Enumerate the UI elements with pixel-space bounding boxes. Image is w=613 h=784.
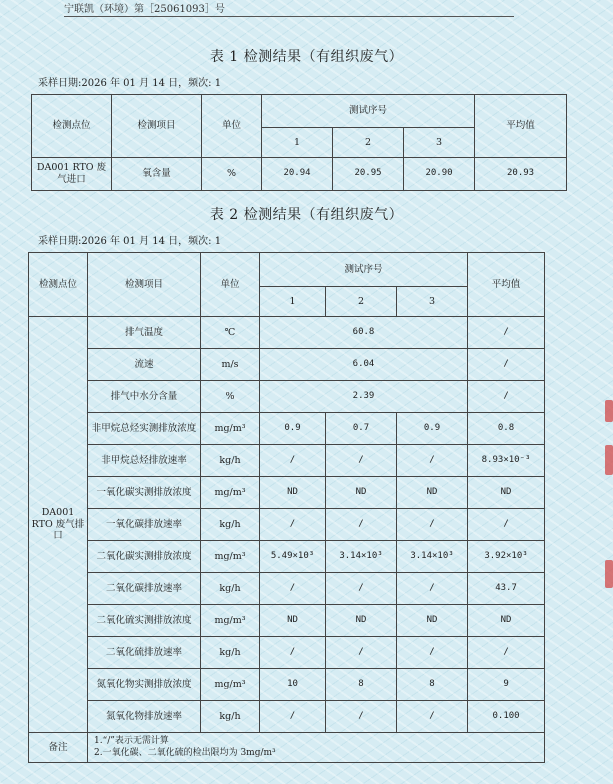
note-line: 2.一氧化碳、二氧化硫的检出限均为 3mg/m³ xyxy=(94,747,276,758)
t2-cell-avg: / xyxy=(468,381,545,413)
table-row xyxy=(29,637,545,669)
t2-cell-v2: 3.14×10³ xyxy=(326,541,397,573)
t2-cell-unit: kg/h xyxy=(201,573,260,605)
t2-cell-item: 氮氧化物排放速率 xyxy=(88,701,201,733)
t2-header-item: 检测项目 xyxy=(88,253,201,317)
t2-cell-unit: m/s xyxy=(201,349,260,381)
t2-cell-v3: 3.14×10³ xyxy=(397,541,468,573)
table1 xyxy=(31,94,567,191)
table-row xyxy=(29,509,545,541)
t1-header-avg: 平均值 xyxy=(475,95,567,158)
t2-cell-v3: / xyxy=(397,445,468,477)
t2-cell-avg: 8.93×10⁻³ xyxy=(468,445,545,477)
t2-cell-v3: ND xyxy=(397,477,468,509)
note-line: 1.“/”表示无需计算 xyxy=(94,736,169,747)
t2-cell-unit: kg/h xyxy=(201,701,260,733)
t1-cell-v3: 20.90 xyxy=(404,158,475,191)
t1-header-item: 检测项目 xyxy=(112,95,202,158)
table-row xyxy=(29,413,545,445)
t2-header-s2: 2 xyxy=(326,287,397,317)
table2-title: 表 2 检测结果（有组织废气） xyxy=(209,207,404,223)
t2-cell-unit: kg/h xyxy=(201,509,260,541)
t1-cell-avg: 20.93 xyxy=(475,158,567,191)
table-row xyxy=(29,445,545,477)
t2-cell-v3: / xyxy=(397,509,468,541)
t2-cell-avg: 0.100 xyxy=(468,701,545,733)
t2-cell-avg: / xyxy=(468,637,545,669)
t1-header-s2: 2 xyxy=(333,128,404,158)
t2-cell-unit: mg/m³ xyxy=(201,669,260,701)
t2-cell-v1: / xyxy=(260,573,326,605)
table-row xyxy=(29,317,545,349)
t2-header-unit: 单位 xyxy=(201,253,260,317)
table-row xyxy=(32,158,567,191)
t2-cell-v1: 0.9 xyxy=(260,413,326,445)
t2-cell-v2: ND xyxy=(326,605,397,637)
t2-cell-v2: ND xyxy=(326,477,397,509)
t2-cell-v2: / xyxy=(326,701,397,733)
t2-cell-unit: mg/m³ xyxy=(201,541,260,573)
table2 xyxy=(28,252,545,763)
t2-header-s1: 1 xyxy=(260,287,326,317)
t2-cell-v1: ND xyxy=(260,605,326,637)
red-stamp-fragment xyxy=(605,445,613,475)
t2-cell-v3: / xyxy=(397,573,468,605)
table1-sampling-info: 采样日期:2026 年 01 月 14 日，频次: 1 xyxy=(38,78,222,89)
t2-cell-item: 流速 xyxy=(88,349,201,381)
table-row xyxy=(29,701,545,733)
t2-cell-unit: kg/h xyxy=(201,637,260,669)
t1-header-s3: 3 xyxy=(404,128,475,158)
t2-cell-avg: 3.92×10³ xyxy=(468,541,545,573)
t1-header-s1: 1 xyxy=(262,128,333,158)
t2-cell-v3: 0.9 xyxy=(397,413,468,445)
table-row xyxy=(29,349,545,381)
t1-header-seq: 测试序号 xyxy=(262,95,475,128)
t2-cell-item: 一氧化碳实测排放浓度 xyxy=(88,477,201,509)
table-row xyxy=(29,381,545,413)
t2-cell-avg: 9 xyxy=(468,669,545,701)
t2-cell-avg: 43.7 xyxy=(468,573,545,605)
red-stamp-fragment xyxy=(605,400,613,422)
table2-sampling-info: 采样日期:2026 年 01 月 14 日，频次: 1 xyxy=(38,236,222,247)
t2-cell-avg: / xyxy=(468,509,545,541)
red-stamp-fragment xyxy=(605,560,613,588)
t2-cell-v1: / xyxy=(260,637,326,669)
t2-cell-item: 非甲烷总烃实测排放浓度 xyxy=(88,413,201,445)
t2-cell-v2: / xyxy=(326,509,397,541)
table-row xyxy=(29,477,545,509)
t1-cell-v2: 20.95 xyxy=(333,158,404,191)
notes-row xyxy=(29,733,545,763)
report-reference: 宁联凯（环境）第［25061093］号 xyxy=(64,0,514,17)
t2-cell-v3: ND xyxy=(397,605,468,637)
t2-cell-unit: mg/m³ xyxy=(201,477,260,509)
notes-label: 备注 xyxy=(29,733,88,763)
t2-cell-avg: 0.8 xyxy=(468,413,545,445)
t2-cell-unit: % xyxy=(201,381,260,413)
t2-cell-v2: 8 xyxy=(326,669,397,701)
t2-cell-unit: kg/h xyxy=(201,445,260,477)
t2-cell-v2: / xyxy=(326,637,397,669)
table-row xyxy=(29,605,545,637)
table-row xyxy=(29,669,545,701)
t2-cell-unit: mg/m³ xyxy=(201,605,260,637)
t2-cell-v1: 5.49×10³ xyxy=(260,541,326,573)
t2-cell-point: DA001 RTO 废气排口 xyxy=(29,317,88,733)
t2-cell-item: 二氧化碳排放速率 xyxy=(88,573,201,605)
t2-cell-v2: / xyxy=(326,573,397,605)
t2-cell-v3: 8 xyxy=(397,669,468,701)
t2-cell-avg: ND xyxy=(468,477,545,509)
t2-cell-v1: / xyxy=(260,445,326,477)
t2-cell-item: 二氧化硫实测排放浓度 xyxy=(88,605,201,637)
t2-cell-avg: / xyxy=(468,317,545,349)
t2-cell-item: 氮氧化物实测排放浓度 xyxy=(88,669,201,701)
t2-cell-v3: / xyxy=(397,701,468,733)
t2-cell-v1: / xyxy=(260,701,326,733)
table-row xyxy=(29,541,545,573)
t2-cell-item: 排气中水分含量 xyxy=(88,381,201,413)
t2-cell-avg: ND xyxy=(468,605,545,637)
t2-cell-item: 排气温度 xyxy=(88,317,201,349)
t2-cell-v1: ND xyxy=(260,477,326,509)
t1-cell-point: DA001 RTO 废气进口 xyxy=(32,158,112,191)
t2-cell-avg: / xyxy=(468,349,545,381)
t2-cell-value: 60.8 xyxy=(260,317,468,349)
t1-cell-v1: 20.94 xyxy=(262,158,333,191)
t2-header-point: 检测点位 xyxy=(29,253,88,317)
t2-header-seq: 测试序号 xyxy=(260,253,468,287)
t2-cell-unit: ℃ xyxy=(201,317,260,349)
t2-cell-v2: 0.7 xyxy=(326,413,397,445)
t2-cell-value: 2.39 xyxy=(260,381,468,413)
t2-cell-v2: / xyxy=(326,445,397,477)
t1-cell-item: 氧含量 xyxy=(112,158,202,191)
t2-cell-item: 二氧化硫排放速率 xyxy=(88,637,201,669)
t2-cell-value: 6.04 xyxy=(260,349,468,381)
t1-header-unit: 单位 xyxy=(202,95,262,158)
t1-header-point: 检测点位 xyxy=(32,95,112,158)
notes-content xyxy=(88,733,545,763)
t2-cell-unit: mg/m³ xyxy=(201,413,260,445)
t2-cell-item: 非甲烷总烃排放速率 xyxy=(88,445,201,477)
t2-cell-item: 一氧化碳排放速率 xyxy=(88,509,201,541)
t1-cell-unit: % xyxy=(202,158,262,191)
t2-cell-v1: 10 xyxy=(260,669,326,701)
t2-header-s3: 3 xyxy=(397,287,468,317)
table1-title: 表 1 检测结果（有组织废气） xyxy=(209,49,404,65)
table-row xyxy=(29,573,545,605)
t2-header-avg: 平均值 xyxy=(468,253,545,317)
t2-cell-v1: / xyxy=(260,509,326,541)
t2-cell-item: 二氧化碳实测排放浓度 xyxy=(88,541,201,573)
t2-cell-v3: / xyxy=(397,637,468,669)
